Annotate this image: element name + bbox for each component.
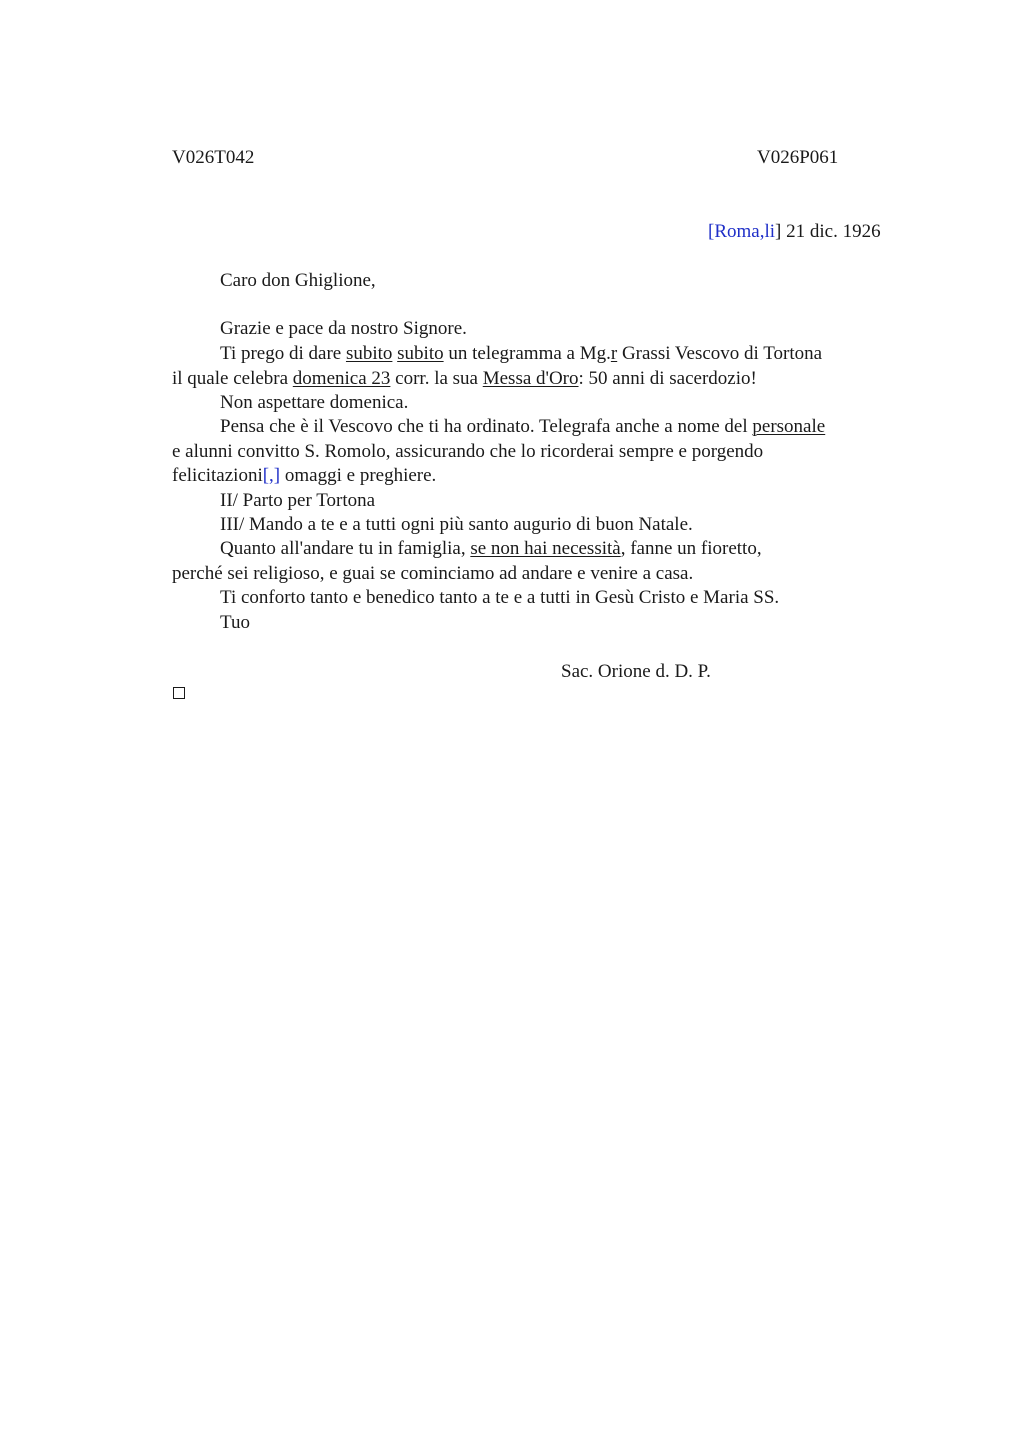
body-text: un telegramma a Mg.	[443, 343, 611, 364]
page-code-right: V026P061	[757, 147, 839, 168]
underlined-text: domenica 23	[292, 368, 391, 389]
body-line: Grazie e pace da nostro Signore.	[220, 318, 467, 339]
body-text: , fanne un fioretto,	[620, 538, 762, 559]
body-text: Pensa che è il Vescovo che ti ha ordinato. Telegrafa anche a nome del	[220, 416, 753, 437]
underlined-text: r	[610, 343, 618, 364]
body-text: Ti prego di dare	[220, 343, 346, 364]
body-line: II/ Parto per Tortona	[220, 490, 376, 511]
body-line: perché sei religioso, e guai se cominciamo ad andare e venire a casa.	[172, 563, 694, 584]
body-line: e alunni convitto S. Romolo, assicurando che lo ricorderai sempre e porgendo	[172, 441, 764, 462]
salutation: Caro don Ghiglione,	[220, 270, 376, 291]
body-text: corr. la sua	[390, 368, 483, 389]
body-text: omaggi e preghiere.	[280, 465, 437, 486]
body-line: Ti conforto tanto e benedico tanto a te e a tutti in Gesù Cristo e Maria SS.	[220, 587, 780, 608]
body-text: Quanto all'andare tu in famiglia,	[220, 538, 471, 559]
body-line	[172, 464, 436, 488]
editorial-insertion: [,]	[262, 465, 281, 486]
body-line	[220, 537, 762, 561]
underlined-text: Messa d'Oro	[482, 368, 579, 389]
body-line: Non aspettare domenica.	[220, 392, 409, 413]
dateline-open-bracket: [	[708, 221, 715, 242]
body-line: III/ Mando a te e a tutti ogni più santo augurio di buon Natale.	[220, 514, 693, 535]
empty-checkbox-mark	[173, 687, 185, 699]
dateline-place: Roma,li	[714, 221, 776, 242]
closing-word: Tuo	[220, 612, 250, 633]
document-code-left: V026T042	[172, 147, 255, 168]
body-line	[220, 415, 825, 439]
underlined-text: subito	[397, 343, 444, 364]
underlined-text: se non hai necessità	[470, 538, 621, 559]
body-text: il quale celebra	[172, 368, 293, 389]
signature: Sac. Orione d. D. P.	[561, 661, 711, 682]
underlined-text: subito	[345, 343, 393, 364]
body-line	[220, 342, 822, 366]
body-text: : 50 anni di sacerdozio!	[578, 368, 757, 389]
body-text: felicitazioni	[172, 465, 263, 486]
body-line	[172, 367, 757, 391]
underlined-text: personale	[752, 416, 826, 437]
body-text: Grassi Vescovo di Tortona	[617, 343, 823, 364]
dateline-date: ] 21 dic. 1926	[775, 221, 881, 242]
dateline	[708, 220, 881, 244]
